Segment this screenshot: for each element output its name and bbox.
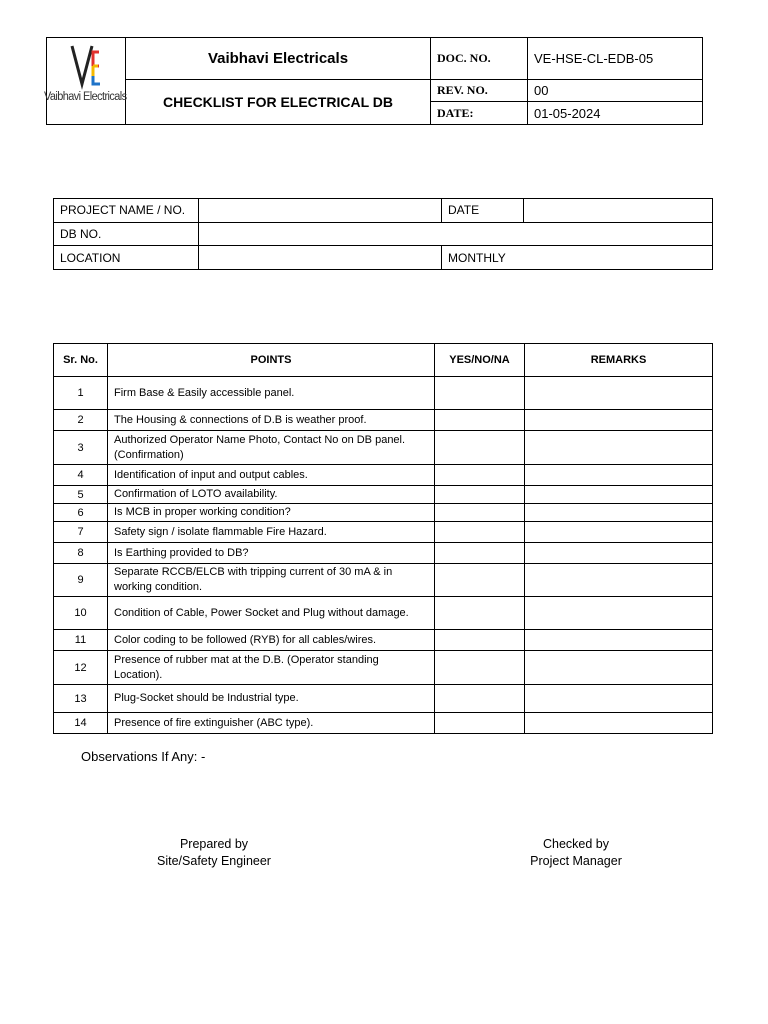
checklist-row [54, 431, 713, 465]
row-status-field[interactable] [435, 630, 525, 651]
row-sr-no: 11 [54, 630, 108, 651]
doc-no-label: DOC. NO. [431, 38, 528, 80]
row-remarks-field[interactable] [525, 377, 713, 410]
row-status-field[interactable] [435, 713, 525, 734]
checklist-row [54, 504, 713, 522]
row-point: Is Earthing provided to DB? [108, 543, 435, 564]
checked-by-role: Project Manager [530, 854, 622, 868]
checklist-row [54, 465, 713, 486]
row-status-field[interactable] [435, 685, 525, 713]
row-remarks-field[interactable] [525, 651, 713, 685]
prepared-by-label: Prepared by [179, 837, 249, 851]
company-name: Vaibhavi Electricals [126, 38, 431, 80]
doc-no-value: VE-HSE-CL-EDB-05 [528, 38, 703, 80]
row-remarks-field[interactable] [525, 465, 713, 486]
checklist-row [54, 651, 713, 685]
row-sr-no: 12 [54, 651, 108, 685]
row-remarks-field[interactable] [525, 564, 713, 597]
row-point: Confirmation of LOTO availability. [108, 486, 435, 504]
logo-mark-icon [69, 44, 109, 90]
checklist-row [54, 522, 713, 543]
col-header-sr: Sr. No. [54, 344, 108, 377]
row-point: Is MCB in proper working condition? [108, 504, 435, 522]
row-remarks-field[interactable] [525, 597, 713, 630]
date-value: 01-05-2024 [528, 102, 703, 125]
row-remarks-field[interactable] [525, 543, 713, 564]
row-status-field[interactable] [435, 504, 525, 522]
checked-by-block [502, 836, 650, 870]
row-point: Condition of Cable, Power Socket and Plug without damage. [108, 597, 435, 630]
project-date-label: DATE [442, 199, 524, 223]
checklist-header-row [54, 344, 713, 377]
row-sr-no: 5 [54, 486, 108, 504]
col-header-remarks: REMARKS [525, 344, 713, 377]
prepared-by-role: Site/Safety Engineer [157, 854, 271, 868]
row-point: Firm Base & Easily accessible panel. [108, 377, 435, 410]
date-label: DATE: [431, 102, 528, 125]
row-point: Separate RCCB/ELCB with tripping current of 30 mA & in working condition. [108, 564, 435, 597]
row-status-field[interactable] [435, 543, 525, 564]
checklist-row [54, 630, 713, 651]
row-status-field[interactable] [435, 522, 525, 543]
row-sr-no: 9 [54, 564, 108, 597]
row-status-field[interactable] [435, 465, 525, 486]
row-remarks-field[interactable] [525, 522, 713, 543]
row-remarks-field[interactable] [525, 685, 713, 713]
row-point: Safety sign / isolate flammable Fire Hazard. [108, 522, 435, 543]
row-status-field[interactable] [435, 431, 525, 465]
checklist-row [54, 410, 713, 431]
location-field[interactable] [199, 246, 442, 270]
row-point: Presence of fire extinguisher (ABC type). [108, 713, 435, 734]
checklist-row [54, 713, 713, 734]
row-sr-no: 6 [54, 504, 108, 522]
db-no-label: DB NO. [54, 222, 199, 246]
row-sr-no: 4 [54, 465, 108, 486]
row-sr-no: 7 [54, 522, 108, 543]
db-no-field[interactable] [199, 222, 713, 246]
row-remarks-field[interactable] [525, 486, 713, 504]
row-point: Plug-Socket should be Industrial type. [108, 685, 435, 713]
row-remarks-field[interactable] [525, 713, 713, 734]
row-sr-no: 13 [54, 685, 108, 713]
checked-by-label: Checked by [542, 837, 609, 851]
row-point: Identification of input and output cables. [108, 465, 435, 486]
rev-no-value: 00 [528, 80, 703, 102]
row-sr-no: 14 [54, 713, 108, 734]
row-point: Color coding to be followed (RYB) for all cables/wires. [108, 630, 435, 651]
row-status-field[interactable] [435, 597, 525, 630]
col-header-status: YES/NO/NA [435, 344, 525, 377]
row-status-field[interactable] [435, 377, 525, 410]
location-label: LOCATION [54, 246, 199, 270]
col-header-points: POINTS [108, 344, 435, 377]
checklist-row [54, 597, 713, 630]
document-title: CHECKLIST FOR ELECTRICAL DB [126, 80, 431, 125]
row-point: The Housing & connections of D.B is weather proof. [108, 410, 435, 431]
row-status-field[interactable] [435, 564, 525, 597]
row-remarks-field[interactable] [525, 431, 713, 465]
checklist-row [54, 685, 713, 713]
checklist-row [54, 543, 713, 564]
project-name-field[interactable] [199, 199, 442, 223]
logo-text: Vaibhavi Electricals [44, 91, 127, 103]
row-sr-no: 3 [54, 431, 108, 465]
row-status-field[interactable] [435, 486, 525, 504]
checklist-row [54, 377, 713, 410]
row-status-field[interactable] [435, 410, 525, 431]
project-date-field[interactable] [524, 199, 713, 223]
row-remarks-field[interactable] [525, 410, 713, 431]
row-sr-no: 2 [54, 410, 108, 431]
checklist-row [54, 486, 713, 504]
row-sr-no: 8 [54, 543, 108, 564]
row-remarks-field[interactable] [525, 504, 713, 522]
project-name-label: PROJECT NAME / NO. [54, 199, 199, 223]
project-info-table [53, 198, 713, 270]
checklist-table [53, 343, 713, 734]
checklist-row [54, 564, 713, 597]
observations-label: Observations If Any: - [81, 749, 206, 764]
row-sr-no: 10 [54, 597, 108, 630]
row-remarks-field[interactable] [525, 630, 713, 651]
row-sr-no: 1 [54, 377, 108, 410]
prepared-by-block [140, 836, 288, 870]
company-logo [44, 40, 127, 122]
row-status-field[interactable] [435, 651, 525, 685]
row-point: Presence of rubber mat at the D.B. (Operator standing Location). [108, 651, 435, 685]
rev-no-label: REV. NO. [431, 80, 528, 102]
row-point: Authorized Operator Name Photo, Contact No on DB panel. (Confirmation) [108, 431, 435, 465]
logo-cell [44, 38, 127, 125]
document-header [46, 37, 703, 125]
monthly-label: MONTHLY [442, 246, 713, 270]
